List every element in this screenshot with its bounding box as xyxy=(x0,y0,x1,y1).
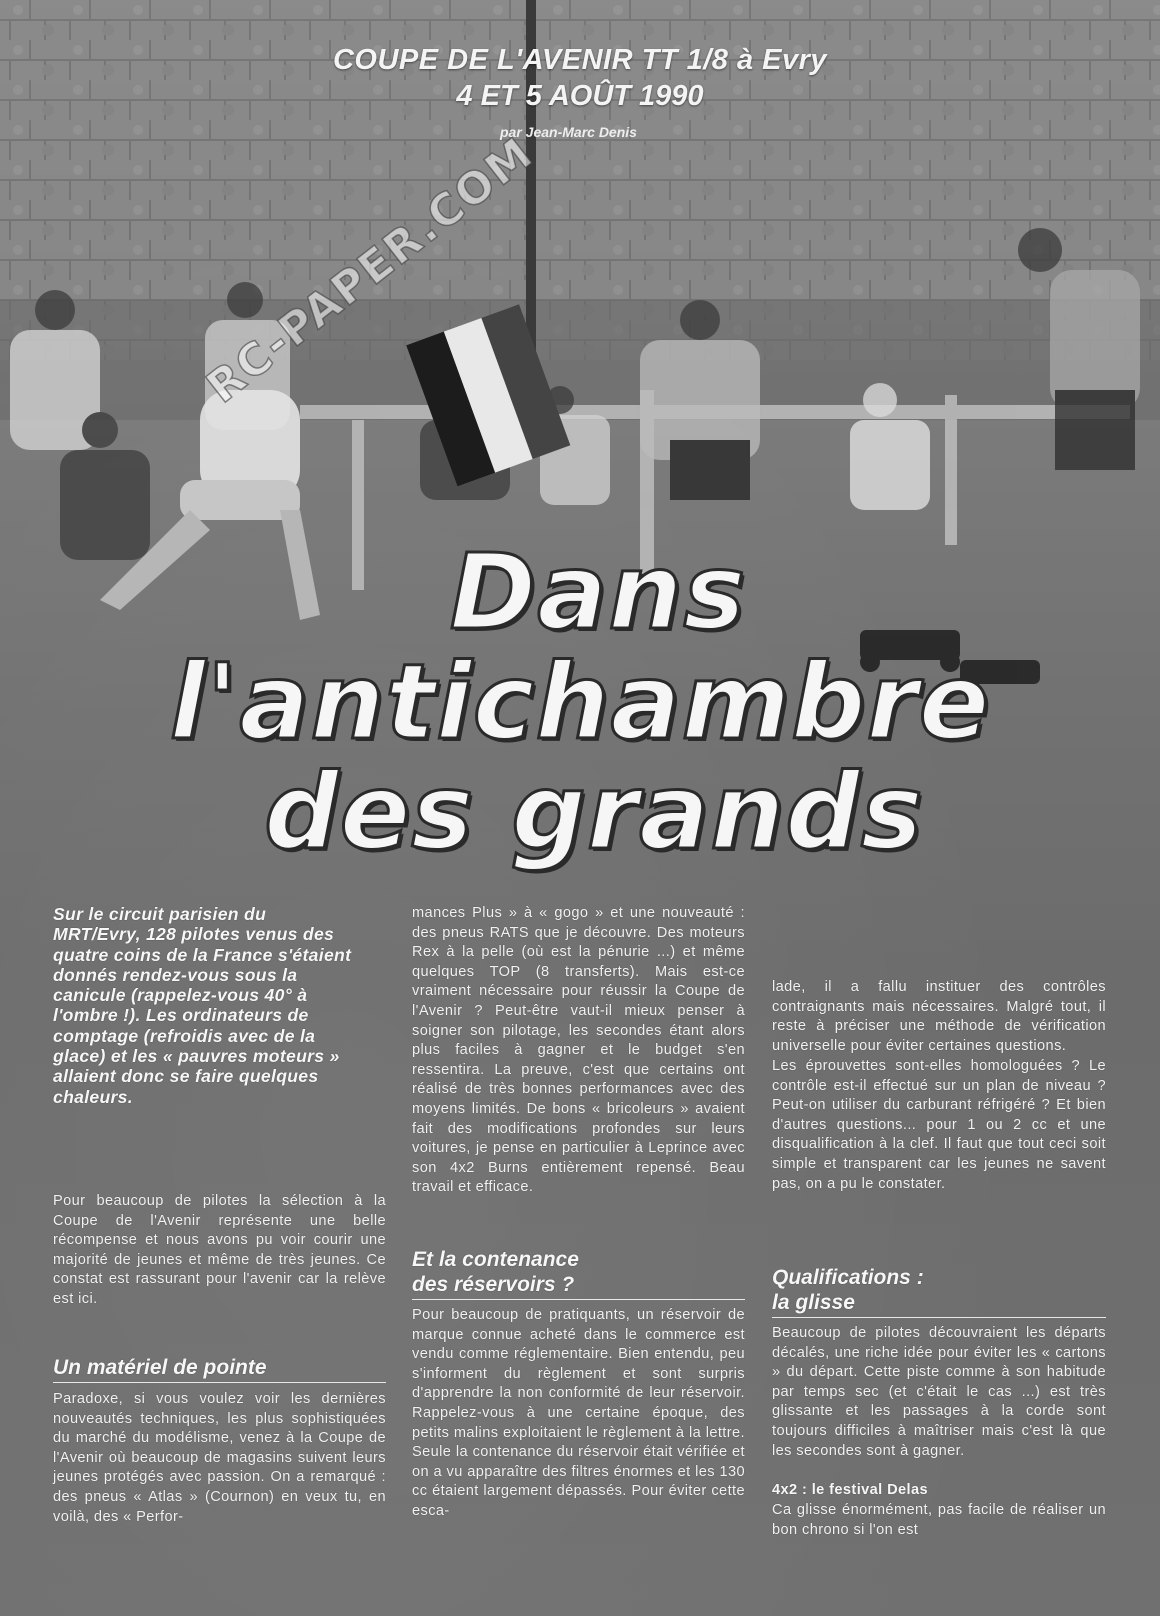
col3-text-1: lade, il a fallu instituer des contrôles contraignants mais nécessaires. Malgré tout, il reste à préciser une méthode de vérification universelle pour éviter certaines questions. xyxy=(772,979,1106,1054)
headline-line-3: des grands xyxy=(264,751,924,873)
subhead-festival-delas: 4x2 : le festival Delas xyxy=(772,1482,929,1498)
byline: par Jean-Marc Denis xyxy=(500,124,637,140)
kicker-line-2: 4 ET 5 AOÛT 1990 xyxy=(456,80,704,112)
col3-section-text: Beaucoup de pilotes découvraient les départs décalés, une riche idée pour éviter les « cartons » du départ. Cette piste comme à son habitude par temps sec (et c'était le cas ...) est très glissante et les passages à la corde sont toujours difficiles à maîtriser mais c'est là que les secondes sont à gagner. xyxy=(772,1325,1106,1459)
kicker-line-1: COUPE DE L'AVENIR TT 1/8 à Evry xyxy=(332,44,828,76)
section-title-qualifications xyxy=(772,1265,1106,1318)
col2-section-text: Pour beaucoup de pratiquants, un réservoir de marque connue acheté dans le commerce est vendu comme réglementaire. Bien entendu, peu s'informent du règlement et sont surpris d'apprendre la non conformité de leur réservoir. Rappelez-vous à une certaine époque, des petits malins exploitaient le règlement à la lettre. Seule la contenance du réservoir était vérifiée et on a vu apparaître des filtres énormes et les 130 cc étaient largement dépassés. Pour éviter cette esca- xyxy=(412,1307,745,1519)
section-title-qualifications-line2: la glisse xyxy=(772,1291,855,1314)
lead-paragraph: Sur le circuit parisien du MRT/Evry, 128 pilotes venus des quatre coins de la France s'étaient donnés rendez-vous sous la canicule (rappelez-vous 40° à l'ombre !). Les ordinateurs de comptage (refroidis avec de la glace) et les « pauvres moteurs » allaient donc se faire quelques chaleurs. xyxy=(53,904,352,1107)
col2-text: mances Plus » à « gogo » et une nouveauté : des pneus RATS que je découvre. Des moteurs Rex à la pelle (où est la pénurie ...) et même quelques TOP (8 transferts). Mais est-ce vraiment nécessaire pour réussir la Coupe de l'Avenir ? Peut-être vaut-il mieux penser à soigner son pilotage, les secondes étant alors plus faciles à gagner et le budget s'en ressentira. La preuve, c'est que certains ont réalisé de très bonnes performances avec des moyens limités. De bons « bricoleurs » avaient fait des modifications profondes sur leurs voitures, je pense en particulier à Leprince avec son 4x2 Burns entièrement repensé. Beau travail et efficace. xyxy=(412,905,745,1196)
watermark-text: RC-PAPER.COM xyxy=(197,127,543,413)
col3-subhead-text: Ca glisse énormément, pas facile de réaliser un bon chrono si l'on est xyxy=(772,1502,1106,1538)
col1-section-text: Paradoxe, si vous voulez voir les dernières nouveautés techniques, les plus sophistiquées du marché du modélisme, venez à la Coupe de l'Avenir où beaucoup de magasins suivent leurs jeunes protégés avec passion. On a remarqué : des pneus « Atlas » (Cournon) en veux tu, en voilà, des « Perfor- xyxy=(53,1391,386,1525)
section-title-materiel: Un matériel de pointe xyxy=(53,1355,386,1383)
section-title-reservoirs-line1: Et la contenance xyxy=(412,1248,579,1271)
section-title-qualifications-line1: Qualifications : xyxy=(772,1266,924,1289)
section-title-reservoirs-line2: des réservoirs ? xyxy=(412,1273,575,1296)
headline-line-2: l'antichambre xyxy=(169,641,991,763)
headline-line-1: Dans xyxy=(449,531,747,653)
col3-text-2: Les éprouvettes sont-elles homologuées ? Le contrôle est-il effectué sur un plan de niveau ? Peut-on utiliser du carburant réfrigéré ? Et bien d'autres questions... pour 1 ou 2 cc et une disqualification à la clef. Il faut que tout ceci soit simple et transparent car les jeunes ne savent pas, on a pu le constater. xyxy=(772,1058,1106,1192)
section-title-reservoirs xyxy=(412,1247,745,1300)
col1-intro: Pour beaucoup de pilotes la sélection à la Coupe de l'Avenir représente une belle récompense et nous avons pu voir courir une majorité de jeunes et même de très jeunes. Ce constat est rassurant pour l'avenir car la relève est ici. xyxy=(53,1193,386,1307)
